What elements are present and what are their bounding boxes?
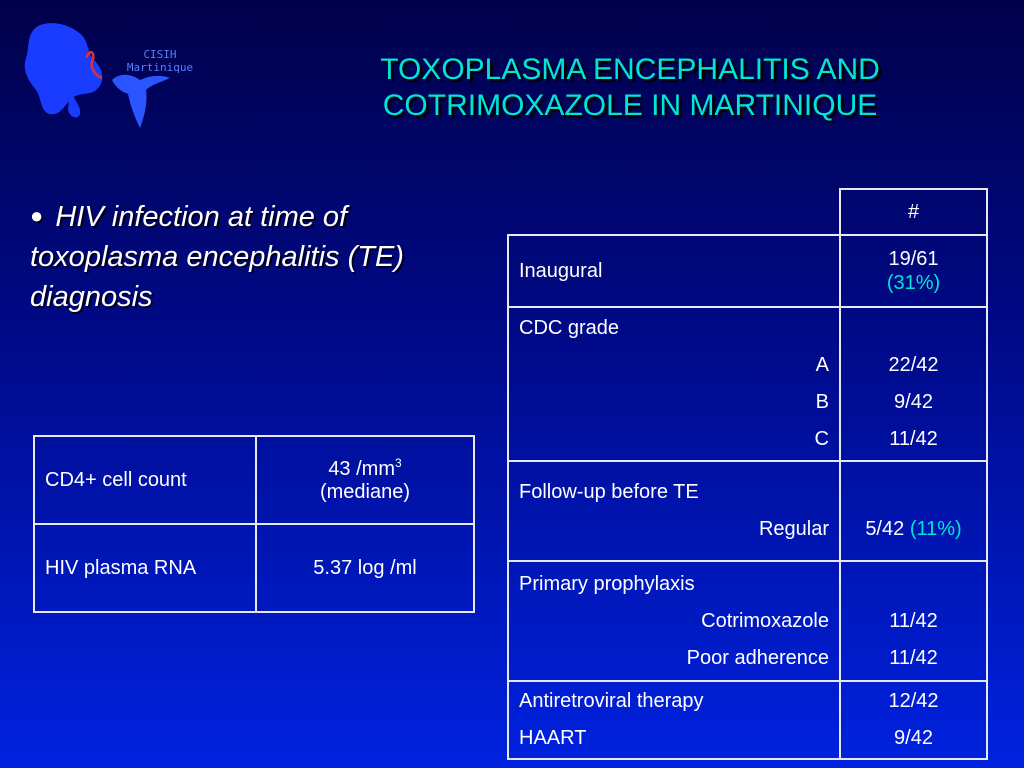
table-row [508, 307, 987, 461]
table-row [508, 235, 987, 307]
cdc-grade-label: CDC grade [519, 317, 620, 339]
followup-label: Follow-up before TE [519, 481, 699, 503]
table-header-row [508, 189, 987, 235]
title-line2: COTRIMOXAZOLE IN MARTINIQUE [382, 89, 878, 122]
cdc-c-value: 11/42 [889, 428, 938, 450]
table-row [508, 461, 987, 561]
bullet-text: HIV infection at time of toxoplasma encephalitis (TE) diagnosis [30, 201, 404, 313]
logo-caption [120, 48, 200, 74]
cotrimoxazole-value: 11/42 [889, 609, 938, 632]
header-empty-cell [508, 189, 840, 235]
te-characteristics-table [507, 188, 988, 760]
logo-line1: CISIH [143, 48, 177, 61]
followup-value: 5/42 (11%) [865, 518, 962, 540]
poor-adherence-value: 11/42 [889, 646, 938, 669]
cdc-b-value: 9/42 [894, 391, 933, 413]
bullet-icon: ● [30, 203, 44, 228]
slide-title [300, 52, 960, 124]
table-row [34, 524, 474, 612]
followup-values-cell [840, 461, 987, 561]
cdc-values-cell [840, 307, 987, 461]
cd4-label: CD4+ cell count [34, 436, 256, 524]
followup-cell [508, 461, 840, 561]
haart-label: HAART [519, 727, 587, 749]
cd4-value [256, 436, 474, 524]
cotrimoxazole-label: Cotrimoxazole [701, 609, 829, 632]
inaugural-value [840, 235, 987, 307]
arv-label: Antiretroviral therapy [519, 690, 704, 712]
cisih-logo [20, 18, 194, 130]
poor-adherence-label: Poor adherence [686, 646, 829, 669]
cdc-grade-a: A [815, 354, 829, 376]
table-row [508, 561, 987, 681]
haart-value: 9/42 [894, 727, 933, 749]
title-line1: TOXOPLASMA ENCEPHALITIS AND [380, 53, 880, 86]
arv-values-cell [840, 681, 987, 759]
prophylaxis-cell [508, 561, 840, 681]
cd4-value-line1: 43 $/mm^3$ [328, 456, 402, 480]
martinique-island-icon [20, 18, 185, 130]
followup-percent: (11%) [909, 518, 962, 540]
arv-value: 12/42 [888, 690, 939, 712]
inaugural-label: Inaugural [508, 235, 840, 307]
rna-label: HIV plasma RNA [34, 524, 256, 612]
arv-cell [508, 681, 840, 759]
cdc-grade-c: C [814, 428, 829, 450]
prophylaxis-label: Primary prophylaxis [519, 572, 695, 595]
table-row [508, 681, 987, 759]
rna-value: 5.37 log /ml [256, 524, 474, 612]
hiv-status-table [33, 435, 475, 613]
bullet-point [30, 196, 490, 317]
cdc-a-value: 22/42 [888, 354, 939, 376]
header-count: # [840, 189, 987, 235]
prophylaxis-values-cell [840, 561, 987, 681]
cd4-value-line2: (mediane) [319, 481, 411, 503]
inaugural-count: 19/61 [888, 248, 939, 270]
inaugural-percent: (31%) [886, 272, 941, 294]
followup-regular-label: Regular [758, 518, 829, 540]
cdc-grade-cell [508, 307, 840, 461]
logo-line2: Martinique [126, 61, 194, 74]
table-row [34, 436, 474, 524]
cdc-grade-b: B [815, 391, 829, 413]
